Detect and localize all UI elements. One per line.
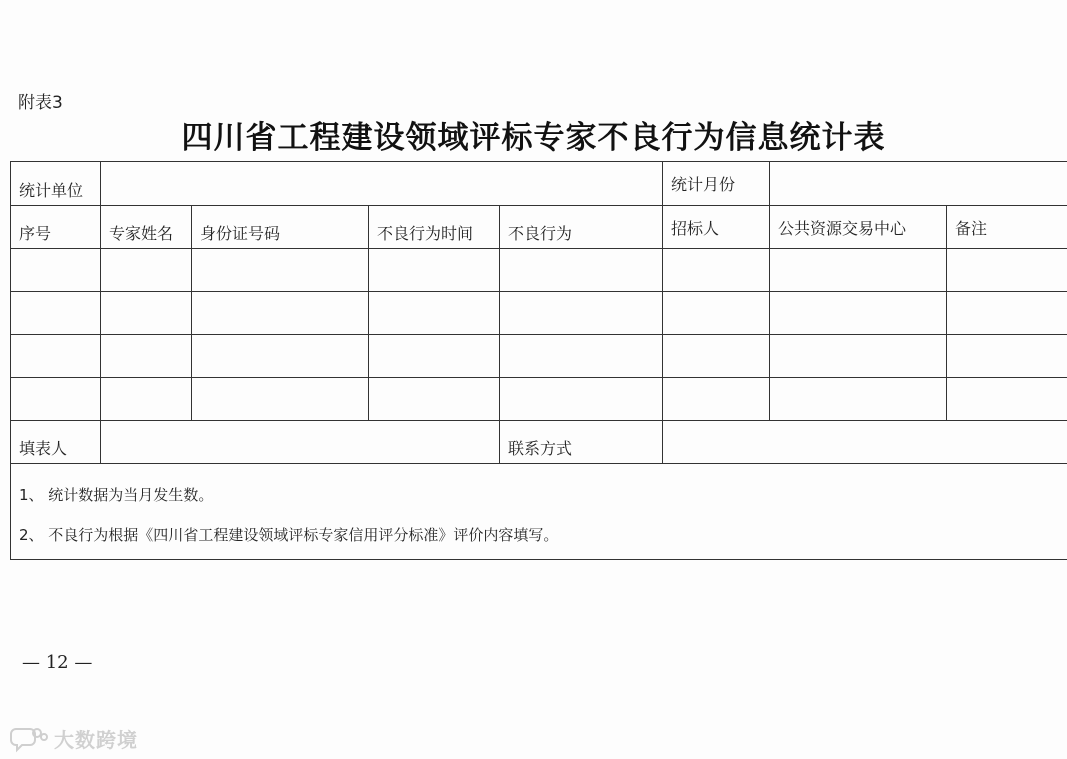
table-row [11,335,1067,378]
table-cell[interactable] [192,335,369,378]
column-header-remarks: 备注 [947,206,1067,249]
page-title: 四川省工程建设领域评标专家不良行为信息统计表 [181,120,886,156]
watermark-text: 大数跨境 [54,728,138,752]
table-row [11,292,1067,335]
filler-value-cell[interactable] [101,421,500,464]
column-header-id-number: 身份证号码 [192,206,369,249]
table-footer-row [11,421,1067,464]
column-header-row [11,206,1067,249]
table-cell[interactable] [101,249,192,292]
note-item: 2、 不良行为根据《四川省工程建设领域评标专家信用评分标准》评价内容填写。 [19,526,559,544]
table-cell[interactable] [369,378,500,421]
table-cell[interactable] [11,292,101,335]
table-cell[interactable] [770,292,947,335]
table-cell[interactable] [770,249,947,292]
notes-section [10,464,1067,560]
note-item: 1、 统计数据为当月发生数。 [19,486,214,504]
table-row [11,249,1067,292]
table-cell[interactable] [947,249,1067,292]
column-header-index: 序号 [11,206,101,249]
table-cell[interactable] [947,335,1067,378]
statistics-form-table [10,161,1067,464]
column-header-misconduct-time: 不良行为时间 [369,206,500,249]
contact-label-cell: 联系方式 [500,421,663,464]
table-cell[interactable] [11,249,101,292]
table-cell[interactable] [947,292,1067,335]
table-row [11,378,1067,421]
watermark [10,724,138,753]
table-cell[interactable] [192,292,369,335]
table-cell[interactable] [663,378,770,421]
column-header-trading-center: 公共资源交易中心 [770,206,947,249]
table-cell[interactable] [663,292,770,335]
table-cell[interactable] [101,378,192,421]
table-cell[interactable] [369,249,500,292]
table-cell[interactable] [770,378,947,421]
table-cell[interactable] [101,292,192,335]
unit-label-cell: 统计单位 [11,162,101,206]
filler-label-cell: 填表人 [11,421,101,464]
table-cell[interactable] [192,249,369,292]
table-cell[interactable] [663,335,770,378]
table-cell[interactable] [11,378,101,421]
table-cell[interactable] [369,292,500,335]
table-cell[interactable] [101,335,192,378]
unit-value-cell[interactable] [101,162,663,206]
month-label-cell: 统计月份 [663,162,770,206]
table-cell[interactable] [369,335,500,378]
page-number: — 12 — [22,652,93,673]
speech-bubble-logo-icon [10,725,50,753]
table-cell[interactable] [500,249,663,292]
table-cell[interactable] [770,335,947,378]
attachment-label: 附表3 [18,93,63,113]
column-header-misconduct: 不良行为 [500,206,663,249]
table-cell[interactable] [192,378,369,421]
column-header-tenderer: 招标人 [663,206,770,249]
table-cell[interactable] [947,378,1067,421]
table-cell[interactable] [500,292,663,335]
month-value-cell[interactable] [770,162,1067,206]
table-header-top-row [11,162,1067,206]
contact-value-cell[interactable] [663,421,1067,464]
column-header-expert-name: 专家姓名 [101,206,192,249]
table-cell[interactable] [11,335,101,378]
table-cell[interactable] [500,335,663,378]
table-cell[interactable] [663,249,770,292]
table-cell[interactable] [500,378,663,421]
